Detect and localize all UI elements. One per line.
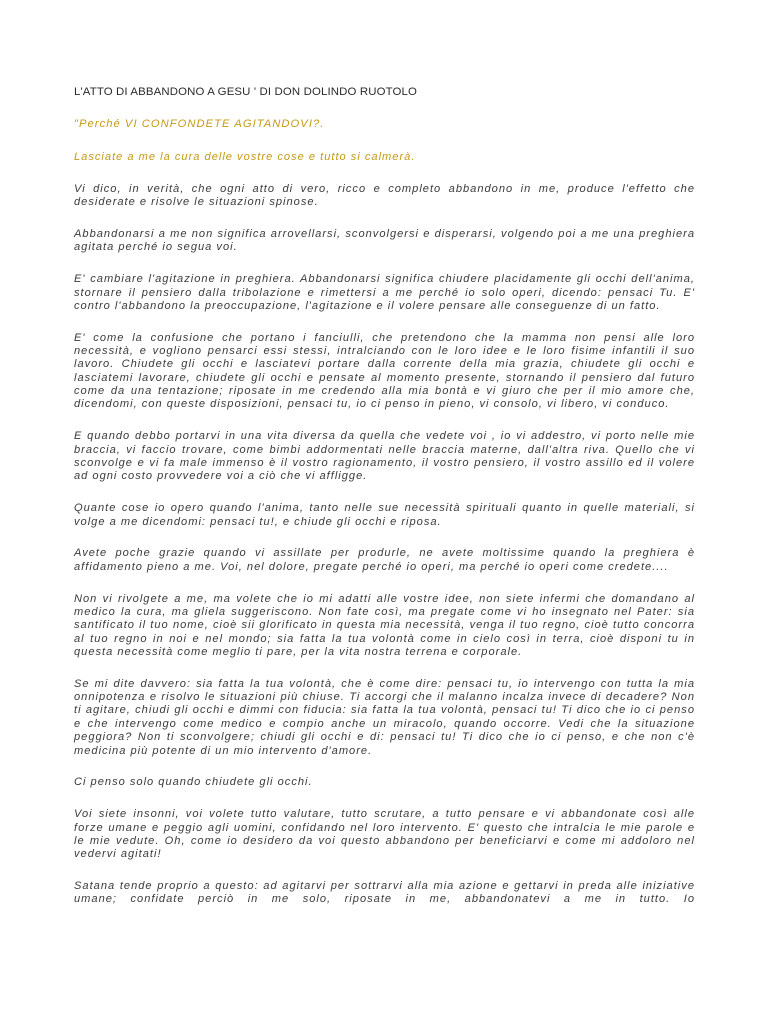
paragraph: Lasciate a me la cura delle vostre cose e tutto si calmerà.	[74, 151, 416, 163]
paragraph: Voi siete insonni, voi volete tutto valutare, tutto scrutare, a tutto pensare e vi abbandonate così alle forze umane e peggio agli uomini, confidando nel loro intervento. E' questo che intralcia le mie parole e le mie vedute. Oh, come io desidero da voi questo abbandono per beneficiarvi e come mi addoloro nel vedervi agitati!	[74, 808, 695, 861]
paragraph: Non vi rivolgete a me, ma volete che io mi adatti alle vostre idee, non siete infermi che domandano al medico la cura, ma gliela suggeriscono. Non fate così, ma pregate come vi ho insegnato nel Pater: sia santificato il tuo nome, cioè sii glorificato in questa mia necessità, venga il tuo regno, cioè tutto concorra al tuo regno in noi e nel mondo; sia fatta la tua volontà come in cielo così in terra, cioè disponi tu in questa necessità come meglio ti pare, per la vita nostra terrena e corporale.	[74, 592, 695, 658]
paragraph: Ci penso solo quando chiudete gli occhi.	[74, 776, 313, 789]
paragraph: Vi dico, in verità, che ogni atto di vero, ricco e completo abbandono in me, produce l'effetto che desiderate e risolve le situazioni spinose.	[74, 182, 695, 209]
paragraph: Se mi dite davvero: sia fatta la tua volontà, che è come dire: pensaci tu, io intervengo con tutta la mia onnipotenza e risolvo le situazioni più chiuse. Ti accorgi che il malanno incalza invece di decadere? Non ti agitare, chiudi gli occhi e dimmi con fiducia: sia fatta la tua volontà, pensaci tu! Ti dico che io ci penso e che intervengo come medico e compio anche un miracolo, quando occorre. Vedi che la situazione peggiora? Non ti sconvolgere; chiudi gli occhi e di: pensaci tu! Ti dico che io ci penso, e che non c'è medicina più potente di un mio intervento d'amore.	[74, 677, 695, 757]
paragraph: E' come la confusione che portano i fanciulli, che pretendono che la mamma non pensi alle loro necessità, e vogliono pensarci essi stessi, intralciando con le loro idee e le loro fisime infantili il suo lavoro. Chiudete gli occhi e lasciatevi portare dalla corrente della mia grazia, chiudete gli occhi e lasciatemi lavorare, chiudete gli occhi e pensate al momento presente, stornando il pensiero dal futuro come da una tentazione; riposate in me credendo alla mia bontà e vi giuro che per il mio amore che, dicendomi, con queste disposizioni, pensaci tu, io ci penso in pieno, vi consolo, vi libero, vi conduco.	[74, 331, 695, 411]
document-subtitle: "Perché VI CONFONDETE AGITANDOVI?.	[74, 118, 325, 130]
document-title: L'ATTO DI ABBANDONO A GESU ' DI DON DOLINDO RUOTOLO	[74, 86, 418, 98]
paragraph: E' cambiare l'agitazione in preghiera. Abbandonarsi significa chiudere placidamente gli occhi dell'anima, stornare il pensiero dalla tribolazione e rimettersi a me perché io solo operi, dicendo: pensaci Tu. E' contro l'abbandono la preoccupazione, l'agitazione e il volere pensare alle conseguenze di un fatto.	[74, 273, 695, 312]
paragraph: E quando debbo portarvi in una vita diversa da quella che vedete voi , io vi addestro, vi porto nelle mie braccia, vi faccio trovare, come bimbi addormentati nelle braccia materne, dall'altra riva. Quello che vi sconvolge e vi fa male immenso è il vostro ragionamento, il vostro pensiero, il vostro assillo ed il volere ad ogni costo provvedere voi a ciò che vi affligge.	[74, 430, 695, 483]
paragraph: Quante cose io opero quando l'anima, tanto nelle sue necessità spirituali quanto in quelle materiali, si volge a me dicendomi: pensaci tu!, e chiude gli occhi e riposa.	[74, 502, 695, 528]
document-body	[74, 86, 695, 925]
paragraph: Satana tende proprio a questo: ad agitarvi per sottrarvi alla mia azione e gettarvi in preda alle iniziative umane; confidate perciò in me solo, riposate in me, abbandonatevi a me in tutto. Io	[74, 880, 695, 906]
paragraph: Avete poche grazie quando vi assillate per produrle, ne avete moltissime quando la preghiera è affidamento pieno a me. Voi, nel dolore, pregate perché io operi, ma perché io operi come credete....	[74, 547, 695, 573]
paragraph: Abbandonarsi a me non significa arrovellarsi, sconvolgersi e disperarsi, volgendo poi a me una preghiera agitata perché io segua voi.	[74, 228, 695, 254]
